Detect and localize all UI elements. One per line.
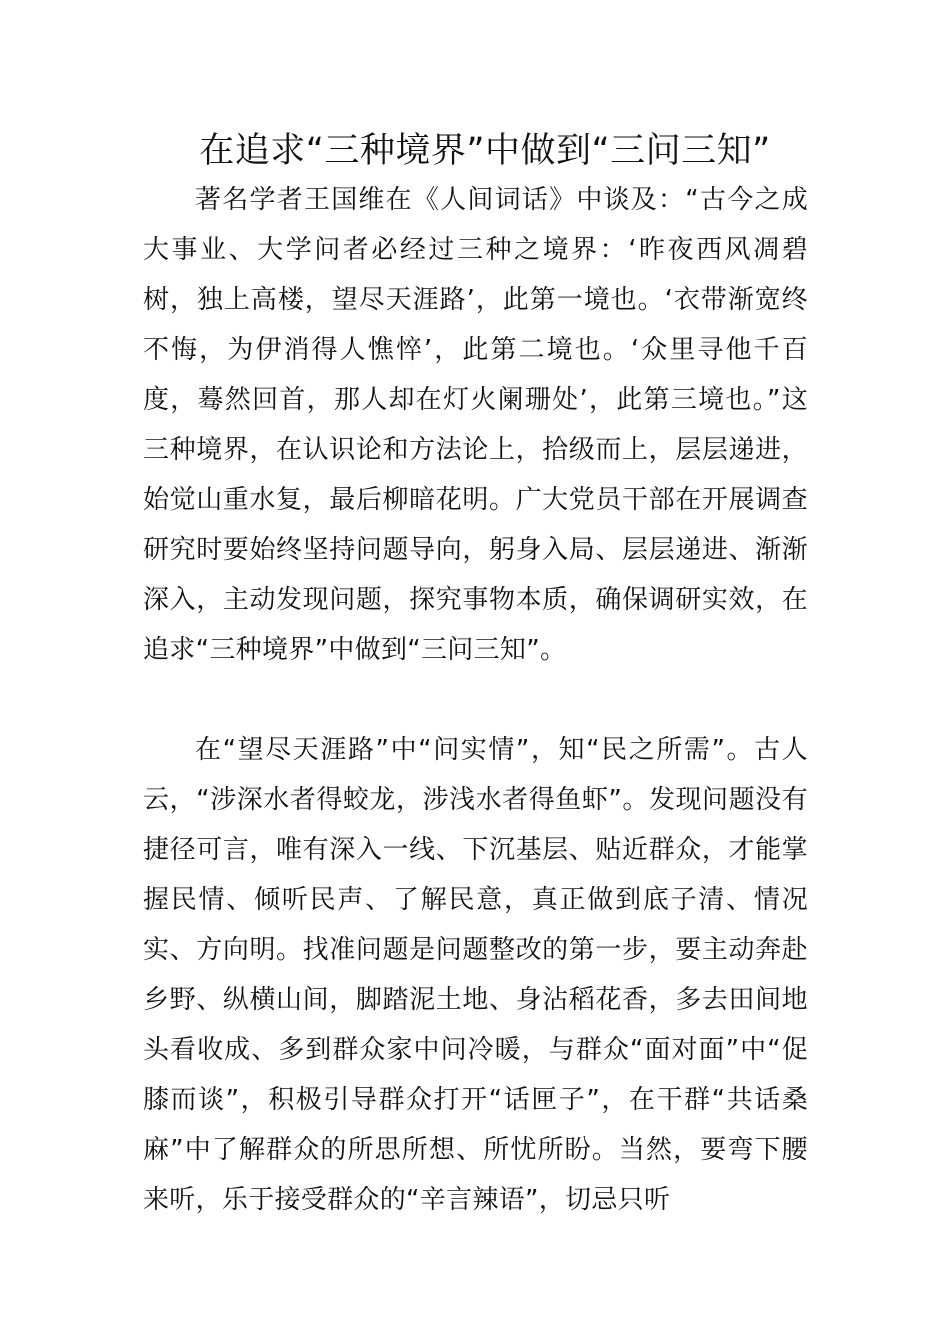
paragraph-intro: 著名学者王国维在《人间词话》中谈及：“古今之成大事业、大学问者必经过三种之境界：‘昨夜西风凋碧树，独上高楼，望尽天涯路’，此第一境也。‘衣带渐宽终不悔，为伊消得人憔悴’，此第二境也。‘众里寻他千百度，蓦然回首，那人却在灯火阑珊处’，此第三境也。”这三种境界，在认识论和方法论上，拾级而上，层层递进，始觉山重水复，最后柳暗花明。广大党员干部在开展调查研究时要始终坚持问题导向，躬身入局、层层递进、渐渐深入，主动发现问题，探究事物本质，确保调研实效，在追求“三种境界”中做到“三问三知”。	[143, 185, 808, 665]
document-title: 在追求“三种境界”中做到“三问三知”	[199, 131, 771, 171]
paragraph-ask-reality: 在“望尽天涯路”中“问实情”，知“民之所需”。古人云，“涉深水者得蛟龙，涉浅水者得鱼虾”。发现问题没有捷径可言，唯有深入一线、下沉基层、贴近群众，才能掌握民情、倾听民声、了解民意，真正做到底子清、情况实、方向明。找准问题是问题整改的第一步，要主动奔赴乡野、纵横山间，脚踏泥土地、身沾稻花香，多去田间地头看收成、多到群众家中问冷暖，与群众“面对面”中“促膝而谈”，积极引导群众打开“话匣子”，在干群“共话桑麻”中了解群众的所思所想、所忧所盼。当然，要弯下腰来听，乐于接受群众的“辛言辣语”，切忌只听	[143, 735, 808, 1215]
